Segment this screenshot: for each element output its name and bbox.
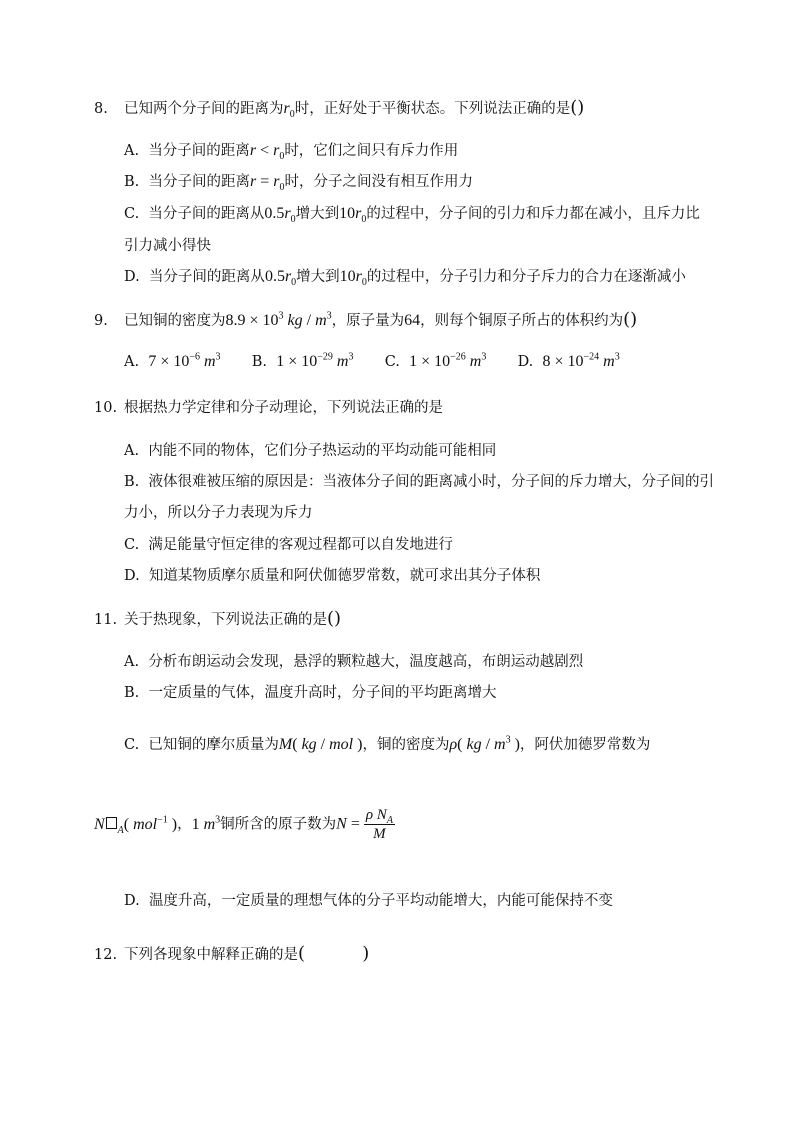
option-text: 时，它们之间只有斥力作用 — [284, 143, 459, 159]
option-text: 引力减小得快 — [124, 238, 211, 254]
answer-paren: ( ) — [298, 943, 370, 964]
question-8-option-c-cont — [124, 236, 211, 256]
math-r0: $r_0$ — [283, 100, 295, 121]
option-text: 已知铜的摩尔质量为 — [148, 737, 279, 753]
option-label: B. — [251, 354, 268, 370]
math-half-r0: $0.5r_0$ — [264, 268, 297, 289]
option-label: C. — [124, 537, 140, 553]
option-text: 温度升高，一定质量的理想气体的分子平均动能增大，内能可能保持不变 — [148, 893, 613, 909]
option-label: D. — [517, 354, 534, 370]
option-text: 满足能量守恒定律的客观过程都可以自发地进行 — [148, 537, 453, 553]
question-11-option-b — [124, 683, 496, 703]
math-ten-r0: $10r_0$ — [339, 205, 367, 226]
option-label: B. — [124, 685, 140, 701]
option-text: 时，分子之间没有相互作用力 — [284, 174, 473, 190]
answer-paren: () — [623, 309, 638, 330]
option-label: D. — [124, 893, 140, 909]
stem-text: ，原子量为 — [331, 313, 405, 329]
option-text: 一定质量的气体，温度升高时，分子间的平均距离增大 — [148, 685, 497, 701]
option-text: 当分子间的距离 — [148, 143, 250, 159]
option-text: ，阿伏加德罗常数为 — [519, 737, 651, 753]
option-b-value: $1 \times 10^{-29}$ $m^3$ — [276, 351, 354, 370]
question-10-option-a — [124, 441, 496, 461]
stem-text: 下列各现象中解释正确的是 — [124, 947, 298, 963]
stem-text: 时，正好处于平衡状态。下列说法正确的是 — [294, 101, 571, 117]
option-text: 当分子间的距离 — [148, 174, 250, 190]
option-label: D. — [124, 269, 140, 285]
question-9-stem — [94, 310, 637, 331]
stem-text: 已知两个分子间的距离为 — [124, 101, 284, 117]
stem-text: 关于热现象，下列说法正确的是 — [124, 612, 327, 628]
question-11-stem — [94, 609, 341, 630]
math-density: ρ( kg / $m^3$ ) — [449, 734, 520, 753]
option-text: 的过程中，分子引力和分子斥力的合力在逐渐减小 — [366, 269, 686, 285]
option-label: A. — [124, 654, 140, 670]
option-text: 力小，所以分子力表现为斥力 — [124, 505, 313, 521]
question-10-option-d — [124, 566, 540, 586]
option-label: C. — [384, 354, 400, 370]
question-number: 12. — [94, 947, 118, 963]
question-8-stem — [94, 98, 584, 119]
math-copper-density: $8.9 \times 10^3$ kg / $m^3$ — [225, 310, 332, 329]
stem-text: 根据热力学定律和分子动理论，下列说法正确的是 — [124, 400, 443, 416]
question-number: 9. — [94, 313, 108, 329]
option-text: 分析布朗运动会发现，悬浮的颗粒越大，温度越高，布朗运动越剧烈 — [148, 654, 584, 670]
answer-paren: () — [327, 608, 342, 629]
question-10-option-b-cont — [124, 503, 313, 523]
question-10-option-b — [124, 472, 714, 492]
question-11-option-c-cont: N $_A$( mol$^{-1}$ )，1 $m^3$铜所含的原子数为N = $\frac{\rho N_A}{M}$ — [94, 807, 393, 842]
option-text: ，铜的密度为 — [362, 737, 450, 753]
option-label: B. — [124, 474, 140, 490]
option-d-value: $8 \times 10^{-24}$ $m^3$ — [542, 351, 620, 370]
option-text: 铜所含的原子数为 — [220, 816, 337, 833]
option-label: B. — [124, 174, 140, 190]
option-label: D. — [124, 568, 140, 584]
option-label: A. — [124, 443, 140, 459]
option-text: 增大到 — [295, 206, 340, 222]
placeholder-box-icon — [106, 817, 117, 829]
option-text: 当分子间的距离从 — [148, 206, 265, 222]
math-one-m3: 1 $m^3$ — [191, 814, 221, 833]
math-r-less-r0: $r < r_0$ — [249, 142, 285, 163]
question-8-option-a — [124, 141, 458, 161]
question-11-option-c — [124, 735, 650, 755]
fraction-rho-na-over-m: $\frac{\rho N_A}{M}$ — [365, 807, 393, 842]
math-avogadro: N $_A$( mol$^{-1}$ ) — [94, 814, 178, 836]
option-text: 液体很难被压缩的原因是：当液体分子间的距离减小时，分子间的斥力增大，分子间的引 — [148, 474, 714, 490]
math-half-r0: $0.5r_0$ — [264, 205, 296, 226]
option-text: 当分子间的距离从 — [148, 269, 265, 285]
question-8-option-d — [124, 267, 686, 287]
option-label: C. — [124, 206, 140, 222]
math-n-eq: N = — [336, 815, 364, 833]
option-text: 知道某物质摩尔质量和阿伏伽德罗常数，就可求出其分子体积 — [148, 568, 541, 584]
math-r-eq-r0: $r = r_0$ — [249, 173, 285, 194]
question-10-stem — [94, 398, 443, 418]
stem-number: 64 — [404, 312, 421, 329]
question-number: 11. — [94, 612, 118, 628]
question-9-options — [124, 352, 620, 372]
option-a-value: $7 \times 10^{-6}$ $m^3$ — [148, 351, 221, 370]
stem-text: 已知铜的密度为 — [124, 313, 226, 329]
question-12-stem — [94, 944, 369, 965]
question-8-option-b — [124, 172, 473, 192]
option-label: A. — [124, 143, 140, 159]
question-number: 10. — [94, 400, 118, 416]
option-label: A. — [124, 354, 140, 370]
question-11-option-d — [124, 891, 613, 911]
question-10-option-c — [124, 535, 453, 555]
question-number: 8. — [94, 101, 108, 117]
math-ten-r0: $10r_0$ — [339, 268, 367, 289]
option-text: 的过程中，分子间的引力和斥力都在减小，且斥力比 — [366, 206, 700, 222]
question-8-option-c — [124, 204, 700, 224]
option-text: 内能不同的物体，它们分子热运动的平均动能可能相同 — [148, 443, 497, 459]
option-c-value: $1 \times 10^{-26}$ $m^3$ — [409, 351, 487, 370]
option-label: C. — [124, 737, 140, 753]
option-text: 增大到 — [296, 269, 340, 285]
question-11-option-a — [124, 652, 583, 672]
math-molar-mass: M( kg / mol ) — [278, 736, 363, 753]
stem-text: ，则每个铜原子所占的体积约为 — [420, 313, 624, 329]
answer-paren: () — [570, 97, 585, 118]
